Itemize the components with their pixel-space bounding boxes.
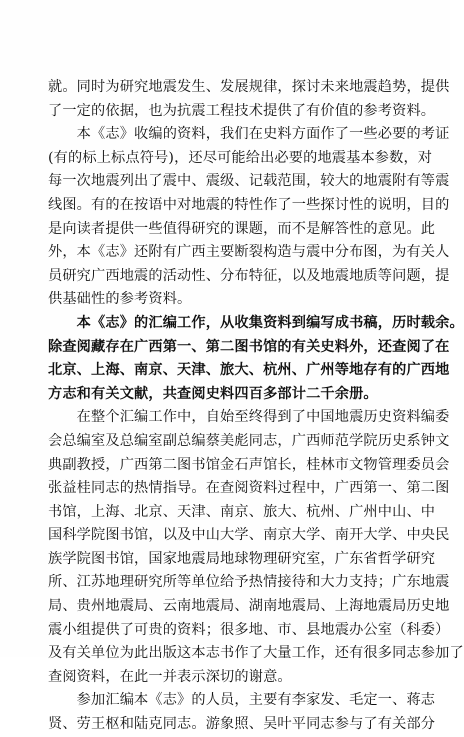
text-line: 国科学院图书馆，以及中山大学、南京大学、南开大学、中央民 xyxy=(48,527,450,544)
text-line: 震小组提供了可贵的资料；很多地、市、县地震办公室（科委） xyxy=(48,621,450,638)
text-line: 本《志》收编的资料，我们在史料方面作了一些必要的考证 xyxy=(48,126,450,143)
text-line: 供基础性的参考资料。 xyxy=(48,291,192,308)
text-line: 除查阅藏存在广西第一、第二图书馆的有关史料外，还查阅了在 xyxy=(48,338,450,355)
text-line: 贤、劳王枢和陆克同志。游象照、吴叶平同志参与了有关部分 xyxy=(48,716,436,733)
text-line: 员研究广西地震的活动性、分布特征，以及地震地质等问题，提 xyxy=(48,267,450,284)
text-line: 张益桂同志的热情指导。在查阅资料过程中，广西第一、第二图 xyxy=(48,480,450,497)
text-line: 查阅资料，在此一并表示深切的谢意。 xyxy=(48,668,292,685)
text-line: 会总编室及总编室副总编蔡美彪同志，广西师范学院历史系钟文 xyxy=(48,432,450,449)
text-line: 本《志》的汇编工作，从收集资料到编写成书稿，历时载余。 xyxy=(48,314,464,331)
text-line: 参加汇编本《志》的人员，主要有李家发、毛定一、蒋志 xyxy=(48,692,436,709)
text-line: (有的标上标点符号)，还尽可能给出必要的地震基本参数，对 xyxy=(48,149,433,166)
text-line: 所、江苏地理研究所等单位给予热情接待和大力支持；广东地震 xyxy=(48,574,450,591)
text-line: 局、贵州地震局、云南地震局、湖南地震局、上海地震局历史地 xyxy=(48,598,450,615)
text-line: 就。同时为研究地震发生、发展规律，探讨未来地震趋势，提供 xyxy=(48,79,450,95)
text-line: 线图。有的在按语中对地震的特性作了一些探讨性的说明，目的 xyxy=(48,196,450,213)
text-line: 族学院图书馆，国家地震局地球物理研究室，广东省哲学研究 xyxy=(48,550,436,567)
text-line: 每一次地震列出了震中、震级、记载范围，较大的地震附有等震 xyxy=(48,173,450,190)
text-line: 在整个汇编工作中，自始至终得到了中国地震历史资料编委 xyxy=(48,409,450,426)
text-line: 是向读者提供一些值得研究的课题，而不是解答性的意见。此 xyxy=(48,220,436,237)
text-line: 典副教授，广西第二图书馆金石声馆长，桂林市文物管理委员会 xyxy=(48,456,450,473)
text-line: 了一定的依据，也为抗震工程技术提供了有价值的参考资料。 xyxy=(48,102,436,119)
text-line: 外，本《志》还附有广西主要断裂构造与震中分布图，为有关人 xyxy=(48,244,450,261)
text-line: 及有关单位为此出版这本志书作了大量工作，还有很多同志参加了 xyxy=(48,645,464,662)
body-text xyxy=(48,76,464,737)
text-line: 书馆，上海、北京、天津、南京、旅大、杭州、广州中山、中 xyxy=(48,503,436,520)
text-line: 方志和有关文献，共查阅史料四百多部计二千余册。 xyxy=(48,385,378,402)
text-line: 北京、上海、南京、天津、旅大、杭州、广州等地存有的广西地 xyxy=(48,362,450,379)
